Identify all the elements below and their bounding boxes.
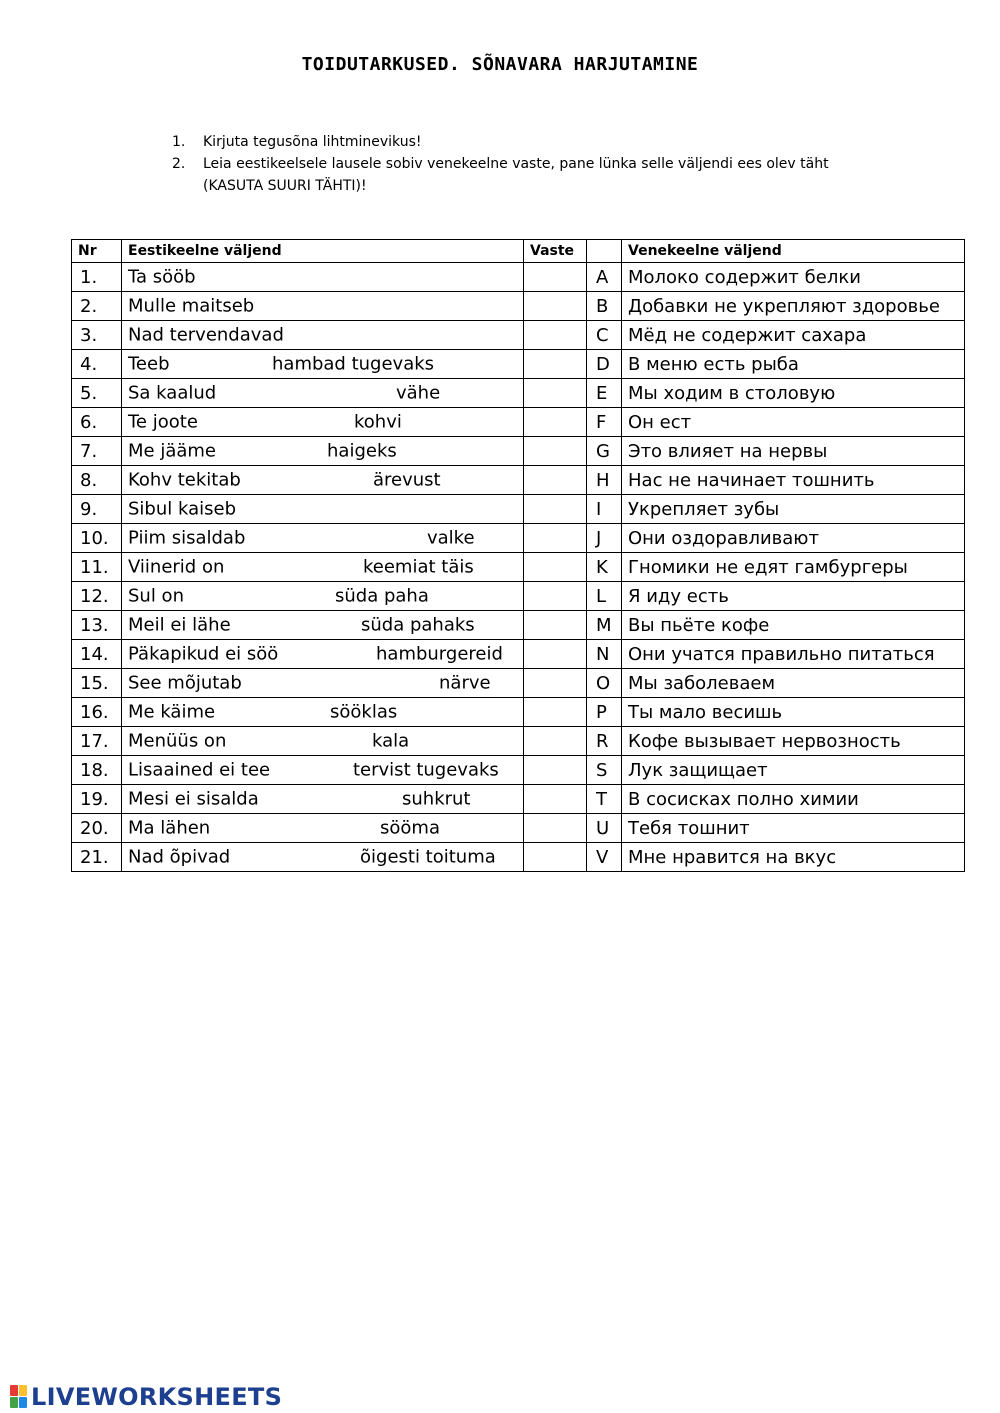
row-number: 4. bbox=[72, 350, 122, 379]
table-row bbox=[72, 843, 965, 872]
table-row bbox=[72, 669, 965, 698]
russian-phrase: Вы пьёте кофе bbox=[622, 611, 965, 640]
phrase-part-1: Lisaained ei tee bbox=[128, 759, 271, 781]
vaste-answer-cell[interactable] bbox=[524, 466, 587, 495]
vaste-answer-cell[interactable] bbox=[524, 321, 587, 350]
header-estonian: Eestikeelne väljend bbox=[122, 240, 524, 263]
phrase-part-1: Nad õpivad bbox=[128, 846, 231, 868]
table-row bbox=[72, 640, 965, 669]
table-header-row bbox=[72, 240, 965, 263]
option-letter: U bbox=[587, 814, 622, 843]
phrase-part-1: Viinerid on bbox=[128, 556, 225, 578]
estonian-phrase bbox=[122, 437, 524, 466]
estonian-phrase bbox=[122, 321, 524, 350]
option-letter: H bbox=[587, 466, 622, 495]
vaste-answer-cell[interactable] bbox=[524, 292, 587, 321]
instruction-text: Kirjuta tegusõna lihtminevikus! bbox=[203, 134, 422, 150]
russian-phrase: Я иду есть bbox=[622, 582, 965, 611]
row-number: 7. bbox=[72, 437, 122, 466]
estonian-phrase bbox=[122, 814, 524, 843]
row-number: 20. bbox=[72, 814, 122, 843]
table-row bbox=[72, 437, 965, 466]
phrase-part-1: Ta sööb bbox=[128, 266, 196, 288]
russian-phrase: Они учатся правильно питаться bbox=[622, 640, 965, 669]
option-letter: R bbox=[587, 727, 622, 756]
russian-phrase: Тебя тошнит bbox=[622, 814, 965, 843]
option-letter: E bbox=[587, 379, 622, 408]
phrase-part-2: süda pahaks bbox=[361, 614, 475, 636]
instructions bbox=[172, 131, 872, 197]
option-letter: D bbox=[587, 350, 622, 379]
vaste-answer-cell[interactable] bbox=[524, 843, 587, 872]
phrase-part-2: närve bbox=[439, 672, 491, 694]
option-letter: J bbox=[587, 524, 622, 553]
row-number: 13. bbox=[72, 611, 122, 640]
row-number: 11. bbox=[72, 553, 122, 582]
estonian-phrase bbox=[122, 524, 524, 553]
liveworksheets-logo bbox=[10, 1381, 282, 1413]
phrase-part-2: tervist tugevaks bbox=[353, 759, 499, 781]
table-row bbox=[72, 379, 965, 408]
vaste-answer-cell[interactable] bbox=[524, 437, 587, 466]
phrase-part-2: keemiat täis bbox=[363, 556, 474, 578]
option-letter: K bbox=[587, 553, 622, 582]
row-number: 9. bbox=[72, 495, 122, 524]
table-row bbox=[72, 524, 965, 553]
russian-phrase: Мёд не содержит сахара bbox=[622, 321, 965, 350]
russian-phrase: Лук защищает bbox=[622, 756, 965, 785]
phrase-part-2: suhkrut bbox=[402, 788, 471, 810]
phrase-part-2: ärevust bbox=[373, 469, 441, 491]
header-letter bbox=[587, 240, 622, 263]
vaste-answer-cell[interactable] bbox=[524, 814, 587, 843]
estonian-phrase bbox=[122, 785, 524, 814]
instruction-number: 1. bbox=[172, 134, 186, 150]
row-number: 16. bbox=[72, 698, 122, 727]
row-number: 6. bbox=[72, 408, 122, 437]
estonian-phrase bbox=[122, 495, 524, 524]
page-title: TOIDUTARKUSED. SÕNAVARA HARJUTAMINE bbox=[301, 54, 699, 75]
instruction-1 bbox=[172, 131, 872, 153]
russian-phrase: Он ест bbox=[622, 408, 965, 437]
row-number: 2. bbox=[72, 292, 122, 321]
vaste-answer-cell[interactable] bbox=[524, 524, 587, 553]
estonian-phrase bbox=[122, 669, 524, 698]
liveworksheets-logo-icon bbox=[10, 1385, 28, 1409]
table-row bbox=[72, 466, 965, 495]
estonian-phrase bbox=[122, 466, 524, 495]
row-number: 12. bbox=[72, 582, 122, 611]
row-number: 1. bbox=[72, 263, 122, 292]
russian-phrase: Мне нравится на вкус bbox=[622, 843, 965, 872]
phrase-part-1: See mõjutab bbox=[128, 672, 242, 694]
vaste-answer-cell[interactable] bbox=[524, 553, 587, 582]
estonian-phrase bbox=[122, 756, 524, 785]
option-letter: V bbox=[587, 843, 622, 872]
phrase-part-2: hambad tugevaks bbox=[272, 353, 435, 375]
vaste-answer-cell[interactable] bbox=[524, 582, 587, 611]
vaste-answer-cell[interactable] bbox=[524, 611, 587, 640]
header-nr: Nr bbox=[72, 240, 122, 263]
option-letter: T bbox=[587, 785, 622, 814]
russian-phrase: Кофе вызывает нервозность bbox=[622, 727, 965, 756]
table-row bbox=[72, 321, 965, 350]
row-number: 18. bbox=[72, 756, 122, 785]
table-row bbox=[72, 408, 965, 437]
row-number: 5. bbox=[72, 379, 122, 408]
phrase-part-2: õigesti toituma bbox=[360, 846, 496, 868]
russian-phrase: Они оздоравливают bbox=[622, 524, 965, 553]
row-number: 10. bbox=[72, 524, 122, 553]
option-letter: M bbox=[587, 611, 622, 640]
option-letter: C bbox=[587, 321, 622, 350]
russian-phrase: В меню есть рыба bbox=[622, 350, 965, 379]
option-letter: B bbox=[587, 292, 622, 321]
instruction-2 bbox=[172, 153, 872, 197]
phrase-part-2: kohvi bbox=[354, 411, 402, 433]
estonian-phrase bbox=[122, 640, 524, 669]
row-number: 19. bbox=[72, 785, 122, 814]
russian-phrase: Это влияет на нервы bbox=[622, 437, 965, 466]
phrase-part-2: süda paha bbox=[335, 585, 429, 607]
row-number: 3. bbox=[72, 321, 122, 350]
phrase-part-1: Sa kaalud bbox=[128, 382, 217, 404]
estonian-phrase bbox=[122, 553, 524, 582]
table-row bbox=[72, 292, 965, 321]
russian-phrase: Добавки не укрепляют здоровье bbox=[622, 292, 965, 321]
russian-phrase: Нас не начинает тошнить bbox=[622, 466, 965, 495]
row-number: 8. bbox=[72, 466, 122, 495]
phrase-part-1: Päkapikud ei söö bbox=[128, 643, 279, 665]
vaste-answer-cell[interactable] bbox=[524, 785, 587, 814]
phrase-part-2: vähe bbox=[396, 382, 441, 404]
phrase-part-1: Piim sisaldab bbox=[128, 527, 246, 549]
vocabulary-table bbox=[71, 239, 965, 872]
russian-phrase: Молоко содержит белки bbox=[622, 263, 965, 292]
russian-phrase: Гномики не едят гамбургеры bbox=[622, 553, 965, 582]
phrase-part-1: Sibul kaiseb bbox=[128, 498, 236, 520]
russian-phrase: Мы заболеваем bbox=[622, 669, 965, 698]
phrase-part-1: Me jääme bbox=[128, 440, 216, 462]
vaste-answer-cell[interactable] bbox=[524, 669, 587, 698]
estonian-phrase bbox=[122, 379, 524, 408]
table-row bbox=[72, 495, 965, 524]
estonian-phrase bbox=[122, 727, 524, 756]
estonian-phrase bbox=[122, 843, 524, 872]
vaste-answer-cell[interactable] bbox=[524, 495, 587, 524]
vaste-answer-cell[interactable] bbox=[524, 756, 587, 785]
phrase-part-1: Te joote bbox=[128, 411, 198, 433]
phrase-part-1: Menüüs on bbox=[128, 730, 227, 752]
row-number: 14. bbox=[72, 640, 122, 669]
phrase-part-2: kala bbox=[372, 730, 410, 752]
vaste-answer-cell[interactable] bbox=[524, 640, 587, 669]
estonian-phrase bbox=[122, 611, 524, 640]
phrase-part-1: Me käime bbox=[128, 701, 216, 723]
phrase-part-1: Teeb bbox=[128, 353, 170, 375]
table-row bbox=[72, 756, 965, 785]
option-letter: L bbox=[587, 582, 622, 611]
phrase-part-1: Nad tervendavad bbox=[128, 324, 284, 346]
table-row bbox=[72, 814, 965, 843]
logo-text: LIVEWORKSHEETS bbox=[31, 1383, 283, 1411]
table-row bbox=[72, 582, 965, 611]
estonian-phrase bbox=[122, 582, 524, 611]
russian-phrase: Ты мало весишь bbox=[622, 698, 965, 727]
option-letter: N bbox=[587, 640, 622, 669]
phrase-part-1: Meil ei lähe bbox=[128, 614, 231, 636]
vaste-answer-cell[interactable] bbox=[524, 408, 587, 437]
option-letter: O bbox=[587, 669, 622, 698]
estonian-phrase bbox=[122, 263, 524, 292]
row-number: 15. bbox=[72, 669, 122, 698]
russian-phrase: Мы ходим в столовую bbox=[622, 379, 965, 408]
table-row bbox=[72, 727, 965, 756]
option-letter: S bbox=[587, 756, 622, 785]
header-russian: Venekeelne väljend bbox=[622, 240, 965, 263]
table-row bbox=[72, 263, 965, 292]
estonian-phrase bbox=[122, 408, 524, 437]
phrase-part-1: Ma lähen bbox=[128, 817, 211, 839]
phrase-part-1: Kohv tekitab bbox=[128, 469, 241, 491]
row-number: 17. bbox=[72, 727, 122, 756]
option-letter: G bbox=[587, 437, 622, 466]
row-number: 21. bbox=[72, 843, 122, 872]
table-row bbox=[72, 350, 965, 379]
vaste-answer-cell[interactable] bbox=[524, 698, 587, 727]
phrase-part-2: sööklas bbox=[330, 701, 398, 723]
phrase-part-2: hamburgereid bbox=[376, 643, 503, 665]
phrase-part-2: valke bbox=[427, 527, 475, 549]
instruction-text-line2: (KASUTA SUURI TÄHTI)! bbox=[203, 178, 367, 194]
estonian-phrase bbox=[122, 698, 524, 727]
phrase-part-1: Mulle maitseb bbox=[128, 295, 255, 317]
table-row bbox=[72, 553, 965, 582]
russian-phrase: Укрепляет зубы bbox=[622, 495, 965, 524]
vaste-answer-cell[interactable] bbox=[524, 727, 587, 756]
header-vaste: Vaste bbox=[524, 240, 587, 263]
option-letter: A bbox=[587, 263, 622, 292]
option-letter: F bbox=[587, 408, 622, 437]
phrase-part-1: Sul on bbox=[128, 585, 184, 607]
phrase-part-1: Mesi ei sisalda bbox=[128, 788, 259, 810]
table-row bbox=[72, 785, 965, 814]
estonian-phrase bbox=[122, 292, 524, 321]
russian-phrase: В сосисках полно химии bbox=[622, 785, 965, 814]
phrase-part-2: sööma bbox=[380, 817, 440, 839]
phrase-part-2: haigeks bbox=[327, 440, 397, 462]
vaste-answer-cell[interactable] bbox=[524, 379, 587, 408]
option-letter: I bbox=[587, 495, 622, 524]
table-row bbox=[72, 611, 965, 640]
estonian-phrase bbox=[122, 350, 524, 379]
instruction-text: Leia eestikeelsele lausele sobiv venekeelne vaste, pane lünka selle väljendi ees olev täht bbox=[203, 156, 829, 172]
instruction-number: 2. bbox=[172, 156, 186, 172]
vaste-answer-cell[interactable] bbox=[524, 263, 587, 292]
table-row bbox=[72, 698, 965, 727]
option-letter: P bbox=[587, 698, 622, 727]
vaste-answer-cell[interactable] bbox=[524, 350, 587, 379]
